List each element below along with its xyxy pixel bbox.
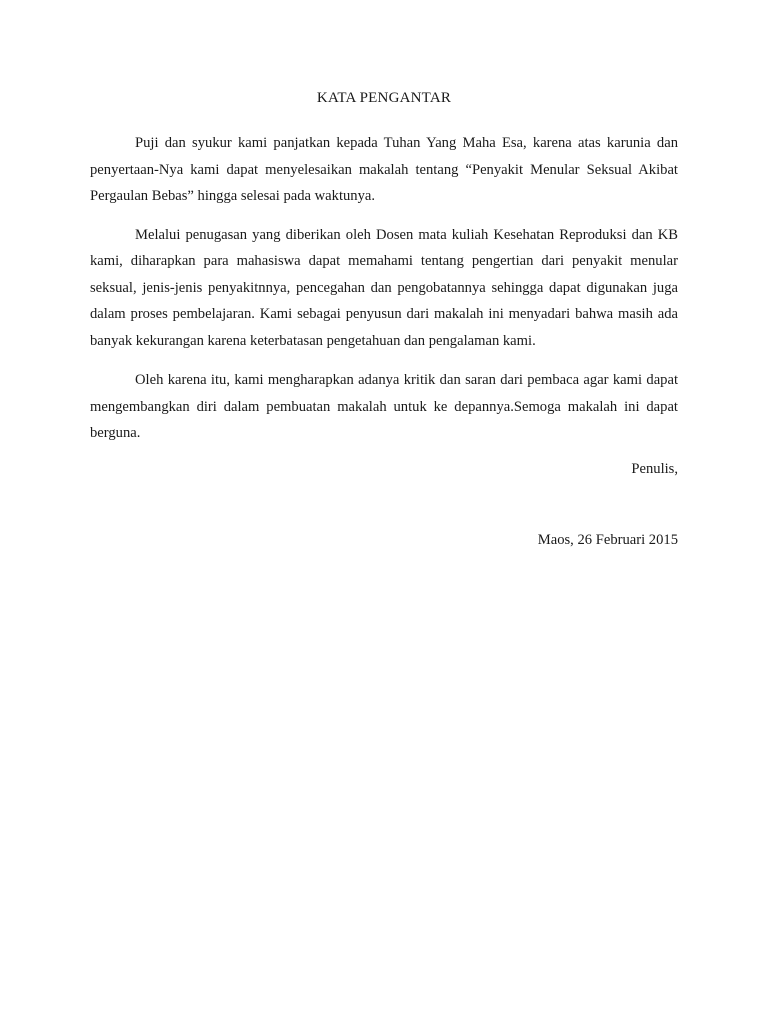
paragraph-assignment: Melalui penugasan yang diberikan oleh Dosen mata kuliah Kesehatan Reproduksi dan KB kami, diharapkan para mahasiswa dapat memahami tentang pengertian dari penyakit menular seksual, jenis-jenis penyakitnnya, pencegahan dan pengobatannya sehingga dapat digunakan juga dalam proses pembelajaran. Kami sebagai penyusun dari makalah ini menyadari bahwa masih ada banyak kekurangan karena keterbatasan pengetahuan dan pengalaman kami. xyxy=(90,226,678,349)
paragraph-opening: Puji dan syukur kami panjatkan kepada Tuhan Yang Maha Esa, karena atas karunia dan penyertaan-Nya kami dapat menyelesaikan makalah tentang “Penyakit Menular Seksual Akibat Pergaulan Bebas” hingga selesai pada waktunya. xyxy=(90,135,678,204)
paragraph-closing: Oleh karena itu, kami mengharapkan adanya kritik dan saran dari pembaca agar kami dapat mengembangkan diri dalam pembuatan makalah untuk ke depannya.Semoga makalah ini dapat berguna. xyxy=(90,372,678,441)
author-signoff: Penulis, xyxy=(631,460,678,477)
page-title: KATA PENGANTAR xyxy=(316,90,452,106)
place-date: Maos, 26 Februari 2015 xyxy=(537,531,678,548)
document-page xyxy=(90,88,678,551)
